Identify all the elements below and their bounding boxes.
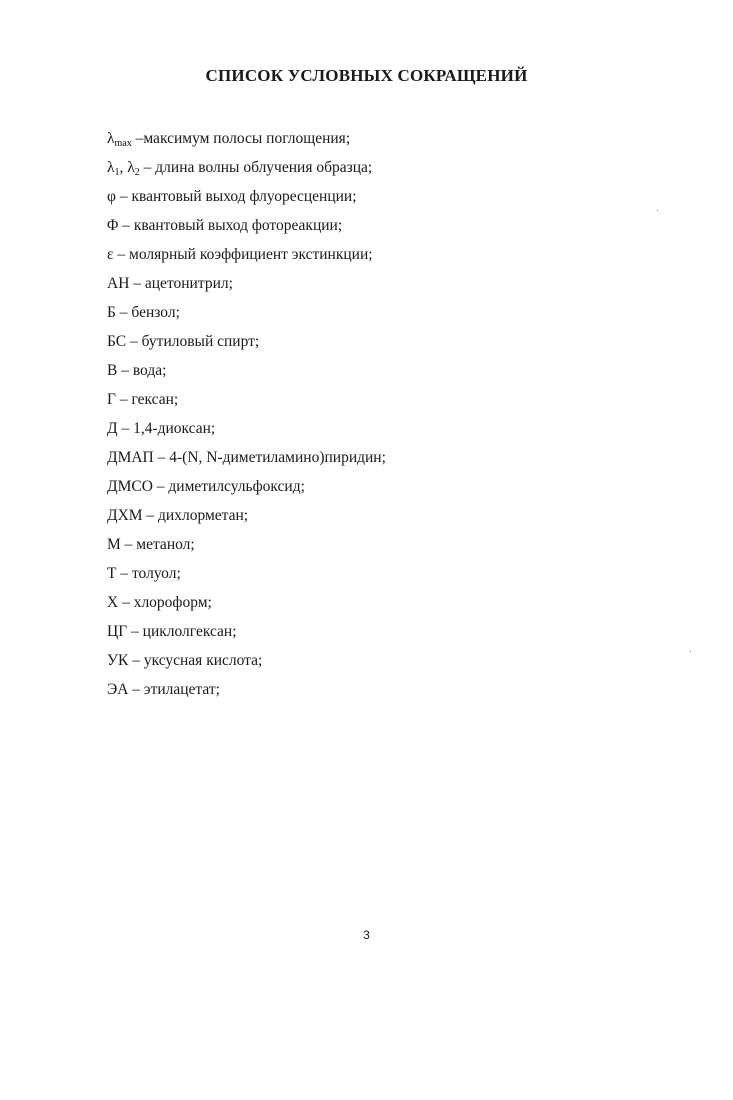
list-item: УК – уксусная кислота; [107, 652, 263, 669]
list-item [107, 124, 386, 153]
list-item: ε – молярный коэффициент экстинкции; [107, 246, 373, 263]
list-item-subscript: 1 [114, 167, 120, 178]
list-item: В – вода; [107, 362, 167, 379]
list-item-text: – длина волны облучения образца; [139, 159, 373, 176]
list-item-subscript-second: 2 [134, 167, 140, 178]
list-item: М – метанол; [107, 536, 195, 553]
list-item: φ – квантовый выход флуоресценции; [107, 188, 357, 205]
list-item: ДМАП – 4-(N, N-диметиламино)пиридин; [107, 449, 386, 466]
list-item: Г – гексан; [107, 391, 179, 408]
list-item: ЦГ – циклолгексан; [107, 623, 237, 640]
page-title: СПИСОК УСЛОВНЫХ СОКРАЩЕНИЙ [205, 66, 528, 85]
list-item-symbol-second: , λ [119, 159, 135, 176]
list-item: ЭА – этилацетат; [107, 681, 220, 698]
scan-speck [690, 651, 691, 652]
page-number: 3 [363, 928, 370, 942]
list-item: Х – хлороформ; [107, 594, 212, 611]
list-item: Б – бензол; [107, 304, 180, 321]
list-item: ДМСО – диметилсульфоксид; [107, 478, 305, 495]
list-item: БС – бутиловый спирт; [107, 333, 260, 350]
list-item-text: –максимум полосы поглощения; [131, 130, 351, 147]
list-item: Д – 1,4-диоксан; [107, 420, 216, 437]
list-item-subscript: max [114, 138, 132, 149]
list-item: ДХМ – дихлорметан; [107, 507, 249, 524]
scan-speck [657, 210, 658, 211]
list-item-symbol: λ [107, 159, 115, 176]
abbreviation-list [107, 124, 386, 704]
list-item: Φ – квантовый выход фотореакции; [107, 217, 343, 234]
list-item: Т – толуол; [107, 565, 181, 582]
list-item [107, 153, 386, 182]
list-item: АН – ацетонитрил; [107, 275, 233, 292]
list-item-symbol: λ [107, 130, 115, 147]
